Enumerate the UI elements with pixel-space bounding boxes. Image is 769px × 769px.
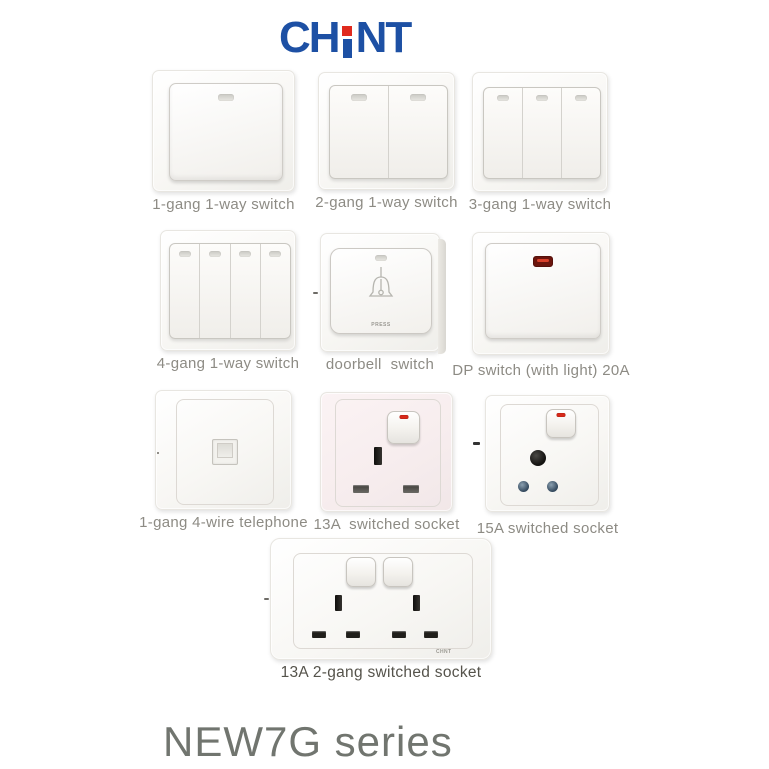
neutral-pin-hole xyxy=(547,481,558,492)
socket-switch xyxy=(546,409,576,438)
switch-faceplate xyxy=(472,232,610,355)
socket-faceplate xyxy=(155,390,292,510)
socket-faceplate xyxy=(485,395,610,512)
earth-slot-left xyxy=(335,595,342,611)
switch-faceplate xyxy=(160,230,296,351)
product-label: doorbell switch xyxy=(325,356,435,373)
indicator-lens xyxy=(536,95,548,101)
product-4-gang-1-way-switch xyxy=(156,230,300,372)
neutral-slot-right xyxy=(424,631,438,638)
switch-faceplate xyxy=(152,70,295,192)
logo-text-left: CH xyxy=(279,13,339,62)
indicator-lens xyxy=(497,95,509,101)
rocker-switch xyxy=(522,88,561,178)
rocker-switch xyxy=(169,83,283,181)
red-indicator-dot xyxy=(557,413,566,417)
rocker-switch xyxy=(388,86,447,178)
rocker-switch xyxy=(170,244,199,338)
indicator-lens xyxy=(410,94,426,101)
live-slot-right xyxy=(392,631,406,638)
product-1-gang-1-way-switch xyxy=(152,70,295,213)
product-label: 1-gang 4-wire telephone xyxy=(139,514,308,531)
live-slot xyxy=(353,485,369,493)
product-doorbell-switch xyxy=(320,233,440,373)
rocker-switch xyxy=(485,243,601,339)
indicator-lens xyxy=(375,255,387,261)
product-label: 13A 2-gang switched socket xyxy=(280,664,482,681)
rocker-switch xyxy=(199,244,229,338)
chint-logo xyxy=(279,12,411,62)
indicator-lens xyxy=(575,95,587,101)
socket-switch xyxy=(387,411,420,444)
product-2-gang-1-way-switch xyxy=(315,72,458,211)
product-label: 4-gang 1-way switch xyxy=(156,355,300,372)
indicator-lens xyxy=(218,94,234,101)
socket-faceplate xyxy=(320,392,453,512)
chint-brand-mark: CHNT xyxy=(436,649,452,655)
socket-faceplate xyxy=(270,538,492,660)
product-3-gang-1-way-switch xyxy=(468,72,612,213)
scan-speck xyxy=(473,442,480,445)
rocker-switch xyxy=(484,88,522,178)
scan-speck xyxy=(264,598,269,600)
product-label: 3-gang 1-way switch xyxy=(468,196,612,213)
product-telephone-socket xyxy=(139,390,308,531)
neutral-slot xyxy=(403,485,419,493)
live-slot-left xyxy=(312,631,326,638)
switch-faceplate xyxy=(318,72,455,190)
product-13a-switched-socket xyxy=(313,392,460,533)
rocker-switch xyxy=(330,86,388,178)
live-pin-hole xyxy=(518,481,529,492)
scan-speck xyxy=(157,452,159,454)
rocker-switch xyxy=(230,244,260,338)
red-indicator-dot xyxy=(399,415,408,419)
product-13a-2-gang-switched-socket xyxy=(270,538,492,681)
rocker-switch xyxy=(260,244,290,338)
earth-slot-right xyxy=(413,595,420,611)
indicator-lens xyxy=(179,251,191,257)
rocker-switch xyxy=(561,88,600,178)
socket-switch-left xyxy=(346,557,376,587)
logo-text-right: NT xyxy=(355,13,411,62)
logo-i-stem xyxy=(343,39,352,58)
neon-indicator-lens xyxy=(533,256,553,267)
product-dp-switch-20a xyxy=(452,232,630,379)
indicator-lens xyxy=(351,94,367,101)
logo-red-dot-icon xyxy=(342,26,352,36)
neutral-slot-left xyxy=(346,631,360,638)
earth-pin-hole xyxy=(530,450,546,466)
bell-icon xyxy=(363,265,399,309)
switch-faceplate xyxy=(472,72,608,192)
switch-faceplate xyxy=(320,233,440,352)
indicator-lens xyxy=(239,251,251,257)
scan-speck xyxy=(313,292,318,294)
socket-switch-right xyxy=(383,557,413,587)
product-label: 13A switched socket xyxy=(313,516,460,533)
indicator-lens xyxy=(209,251,221,257)
product-15a-switched-socket xyxy=(476,395,619,537)
product-label: 2-gang 1-way switch xyxy=(315,194,458,211)
indicator-lens xyxy=(269,251,281,257)
telephone-jack xyxy=(212,439,238,465)
product-label: 15A switched socket xyxy=(476,520,619,537)
product-label: DP switch (with light) 20A xyxy=(452,362,630,379)
doorbell-button xyxy=(330,248,432,334)
product-label: 1-gang 1-way switch xyxy=(152,196,295,213)
earth-slot xyxy=(374,447,382,465)
series-title: NEW7G series xyxy=(163,718,453,765)
press-label: PRESS xyxy=(371,322,391,328)
logo-letter-i xyxy=(341,24,354,58)
